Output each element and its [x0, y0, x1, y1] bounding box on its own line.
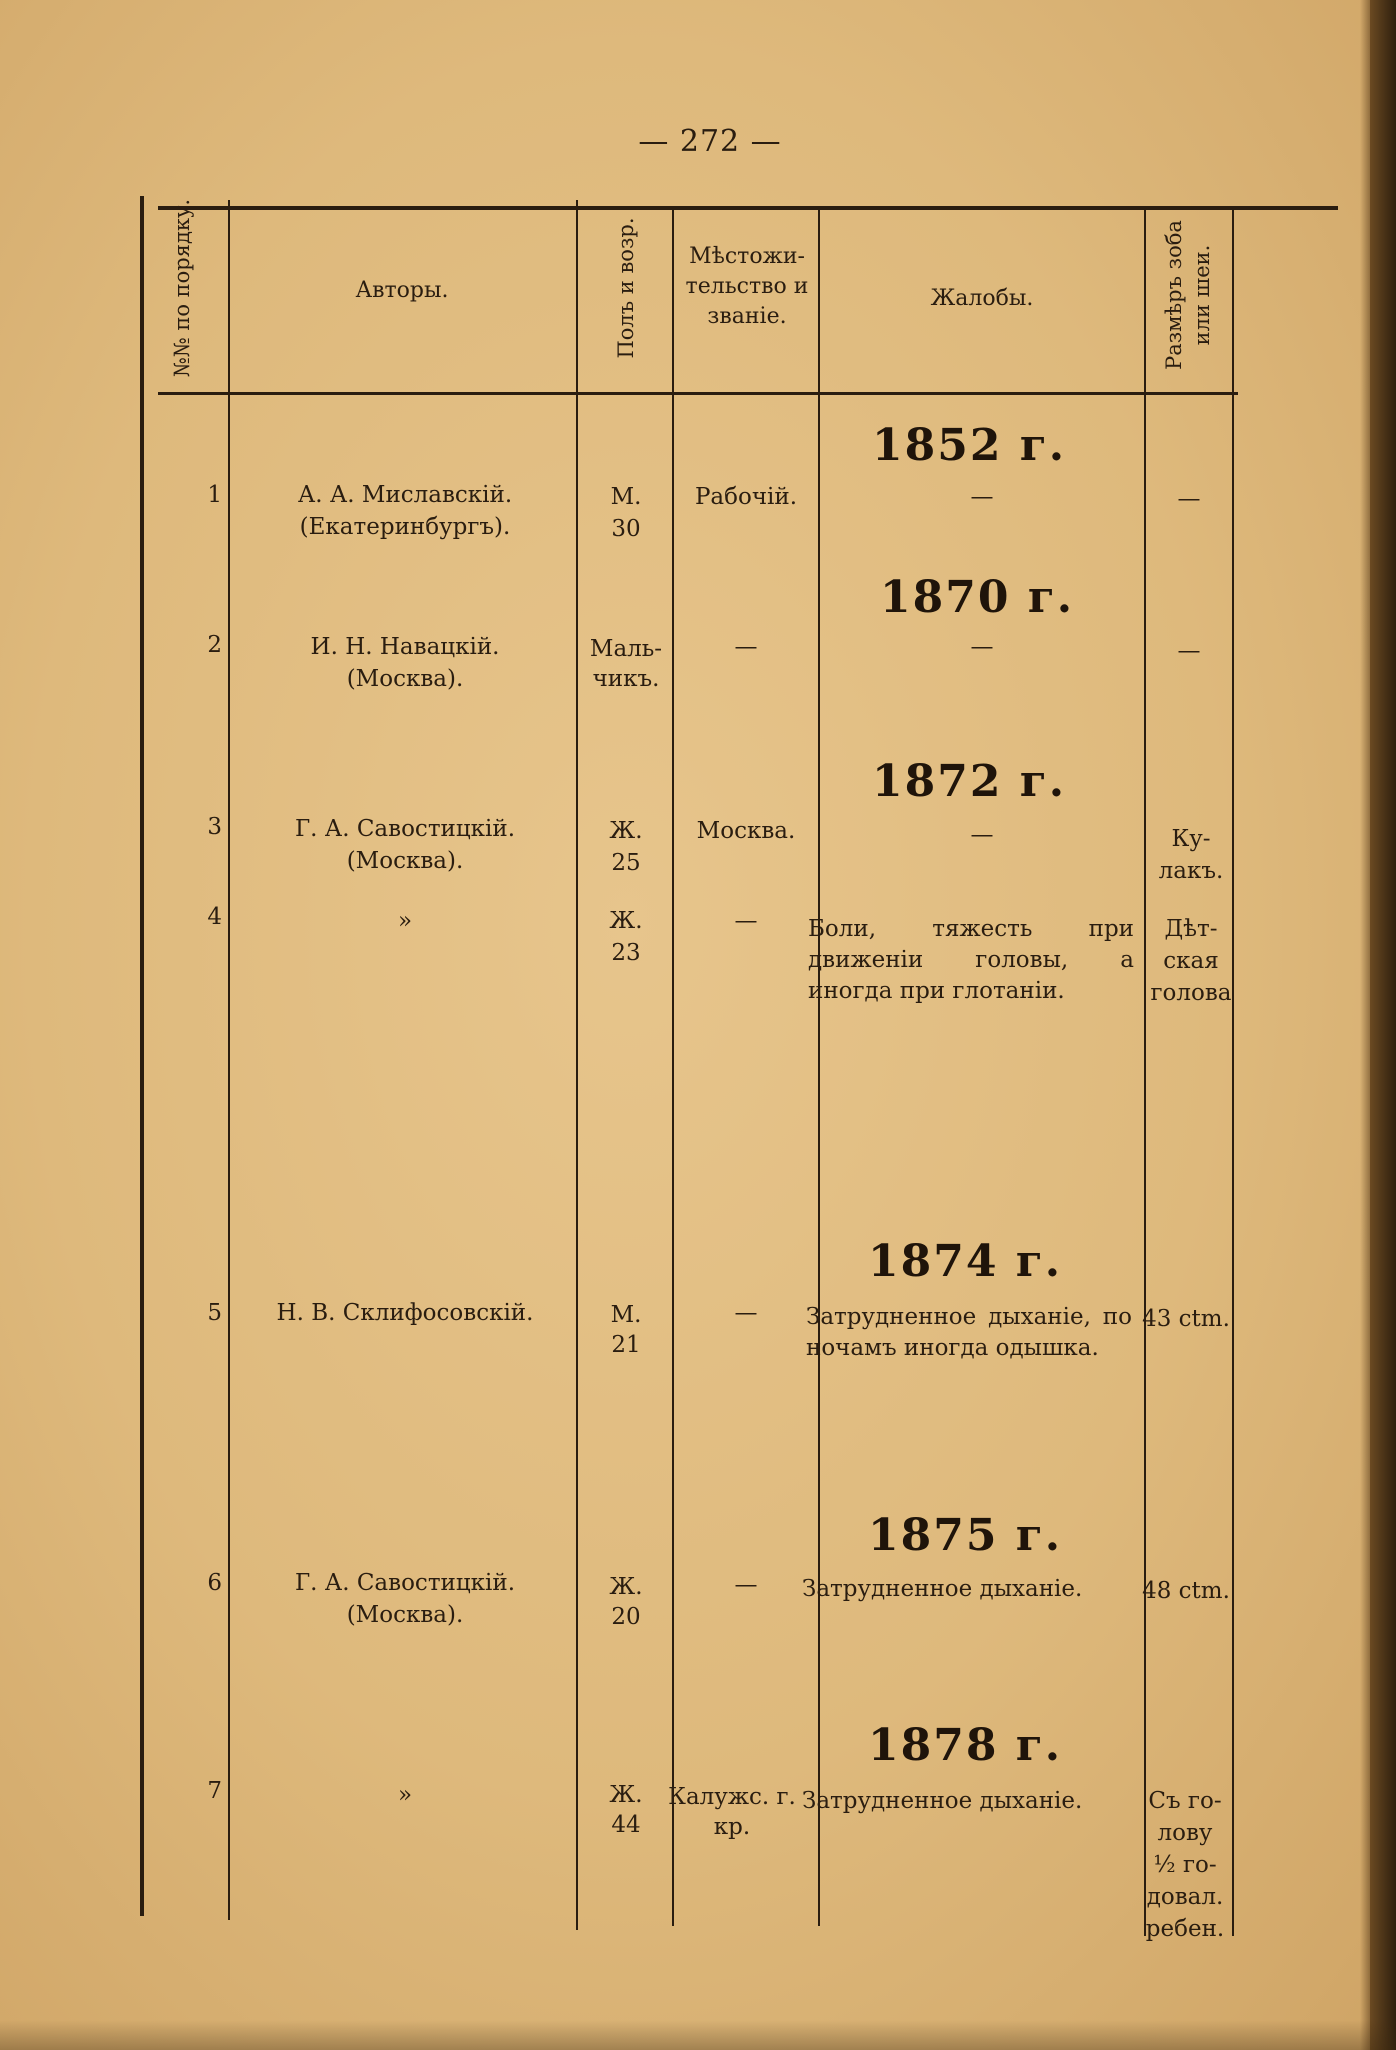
row-number: 6: [207, 1570, 222, 1596]
row-age: 21: [611, 1332, 641, 1358]
row-number: 5: [207, 1300, 222, 1326]
row-author: И. Н. Навацкій.: [310, 634, 500, 660]
row-sex: Маль-: [589, 636, 663, 662]
row-number: 2: [207, 632, 222, 658]
column-divider: [672, 206, 674, 1926]
row-residence: —: [734, 634, 758, 660]
row-size-line: ребен.: [1145, 1916, 1225, 1942]
header-authors: Авторы.: [355, 278, 449, 303]
column-divider: [818, 206, 820, 1926]
row-size-line: ская: [1163, 948, 1219, 974]
row-residence: —: [734, 1572, 758, 1598]
row-size-line: довал.: [1146, 1884, 1224, 1910]
row-author: Н. В. Склифосовскій.: [276, 1300, 534, 1326]
row-sex: Ж.: [609, 908, 643, 934]
row-size: —: [1177, 486, 1201, 512]
book-spine: [1370, 0, 1396, 2050]
row-city: (Москва).: [346, 848, 464, 874]
table-right-border: [1232, 206, 1234, 1936]
row-residence: Рабочій.: [694, 484, 798, 510]
row-size-line: лову: [1157, 1820, 1213, 1846]
page-number: — 272 —: [638, 124, 782, 159]
row-author: Г. А. Савостицкій.: [294, 816, 516, 842]
year-heading: 1872 г.: [872, 756, 1067, 807]
row-residence: Калужс. г.: [668, 1784, 796, 1810]
row-size-line: лакъ.: [1158, 858, 1224, 884]
row-complaint: —: [970, 484, 994, 510]
row-sex: Ж.: [609, 1782, 643, 1808]
table-header-rule: [158, 392, 1238, 395]
row-size: 43 ctm.: [1142, 1306, 1230, 1332]
page-gutter-shadow: [1360, 0, 1370, 2050]
row-sex: М.: [610, 484, 642, 510]
row-residence: —: [734, 908, 758, 934]
column-divider: [228, 200, 230, 1920]
row-age: чикъ.: [592, 666, 660, 692]
year-heading: 1870 г.: [880, 572, 1075, 623]
row-author: А. А. Миславскій.: [297, 482, 513, 508]
row-city: (Москва).: [346, 666, 464, 692]
row-number: 4: [207, 904, 222, 930]
year-heading: 1852 г.: [872, 420, 1067, 471]
header-residence: Мѣстожи-тельство и званіе.: [685, 244, 809, 329]
row-size: Ку-: [1171, 826, 1211, 852]
row-residence: —: [734, 1300, 758, 1326]
row-complaint: Боли, тяжесть при движеніи головы, а иногда при глотаніи.: [808, 916, 1134, 1004]
row-complaint: —: [970, 822, 994, 848]
column-divider: [1144, 206, 1146, 1936]
row-author: »: [397, 908, 413, 934]
row-size: Съ го-: [1148, 1788, 1222, 1814]
row-residence-line: кр.: [713, 1814, 751, 1840]
row-size-line: ½ го-: [1153, 1852, 1217, 1878]
row-complaint: Затрудненное дыханіе.: [802, 1788, 1083, 1814]
year-heading: 1878 г.: [868, 1720, 1063, 1771]
row-sex: Ж.: [609, 1574, 643, 1600]
table-left-border: [140, 196, 144, 1916]
row-sex: Ж.: [609, 818, 643, 844]
row-size: —: [1177, 638, 1201, 664]
row-age: 20: [611, 1604, 641, 1630]
row-complaint: Затрудненное дыханіе, по ночамъ иногда одышка.: [806, 1304, 1132, 1361]
column-divider: [576, 200, 578, 1930]
row-age: 30: [611, 516, 641, 542]
page-bottom-shadow: [0, 2020, 1396, 2050]
row-city: (Екатеринбургъ).: [299, 514, 511, 540]
year-heading: 1875 г.: [868, 1510, 1063, 1561]
row-age: 44: [611, 1812, 641, 1838]
row-size: 48 ctm.: [1142, 1578, 1230, 1604]
header-size: Размѣръ зоба или шеи.: [1162, 220, 1214, 370]
row-number: 1: [207, 482, 222, 508]
row-age: 25: [611, 850, 641, 876]
row-author: Г. А. Савостицкій.: [294, 1570, 516, 1596]
row-author: »: [397, 1782, 413, 1808]
header-sex-age: Полъ и возр.: [614, 217, 638, 359]
row-number: 3: [207, 814, 222, 840]
row-sex: М.: [610, 1302, 642, 1328]
row-age: 23: [611, 940, 641, 966]
row-residence: Москва.: [696, 818, 796, 844]
header-number: №№ по порядку.: [170, 198, 194, 378]
row-size-line: голова: [1150, 980, 1232, 1006]
row-complaint: —: [970, 634, 994, 660]
row-city: (Москва).: [346, 1602, 464, 1628]
row-size: Дѣт-: [1164, 916, 1218, 942]
row-complaint: Затрудненное дыханіе.: [802, 1576, 1083, 1602]
header-complaints: Жалобы.: [930, 286, 1034, 311]
year-heading: 1874 г.: [868, 1236, 1063, 1287]
row-number: 7: [207, 1778, 222, 1804]
